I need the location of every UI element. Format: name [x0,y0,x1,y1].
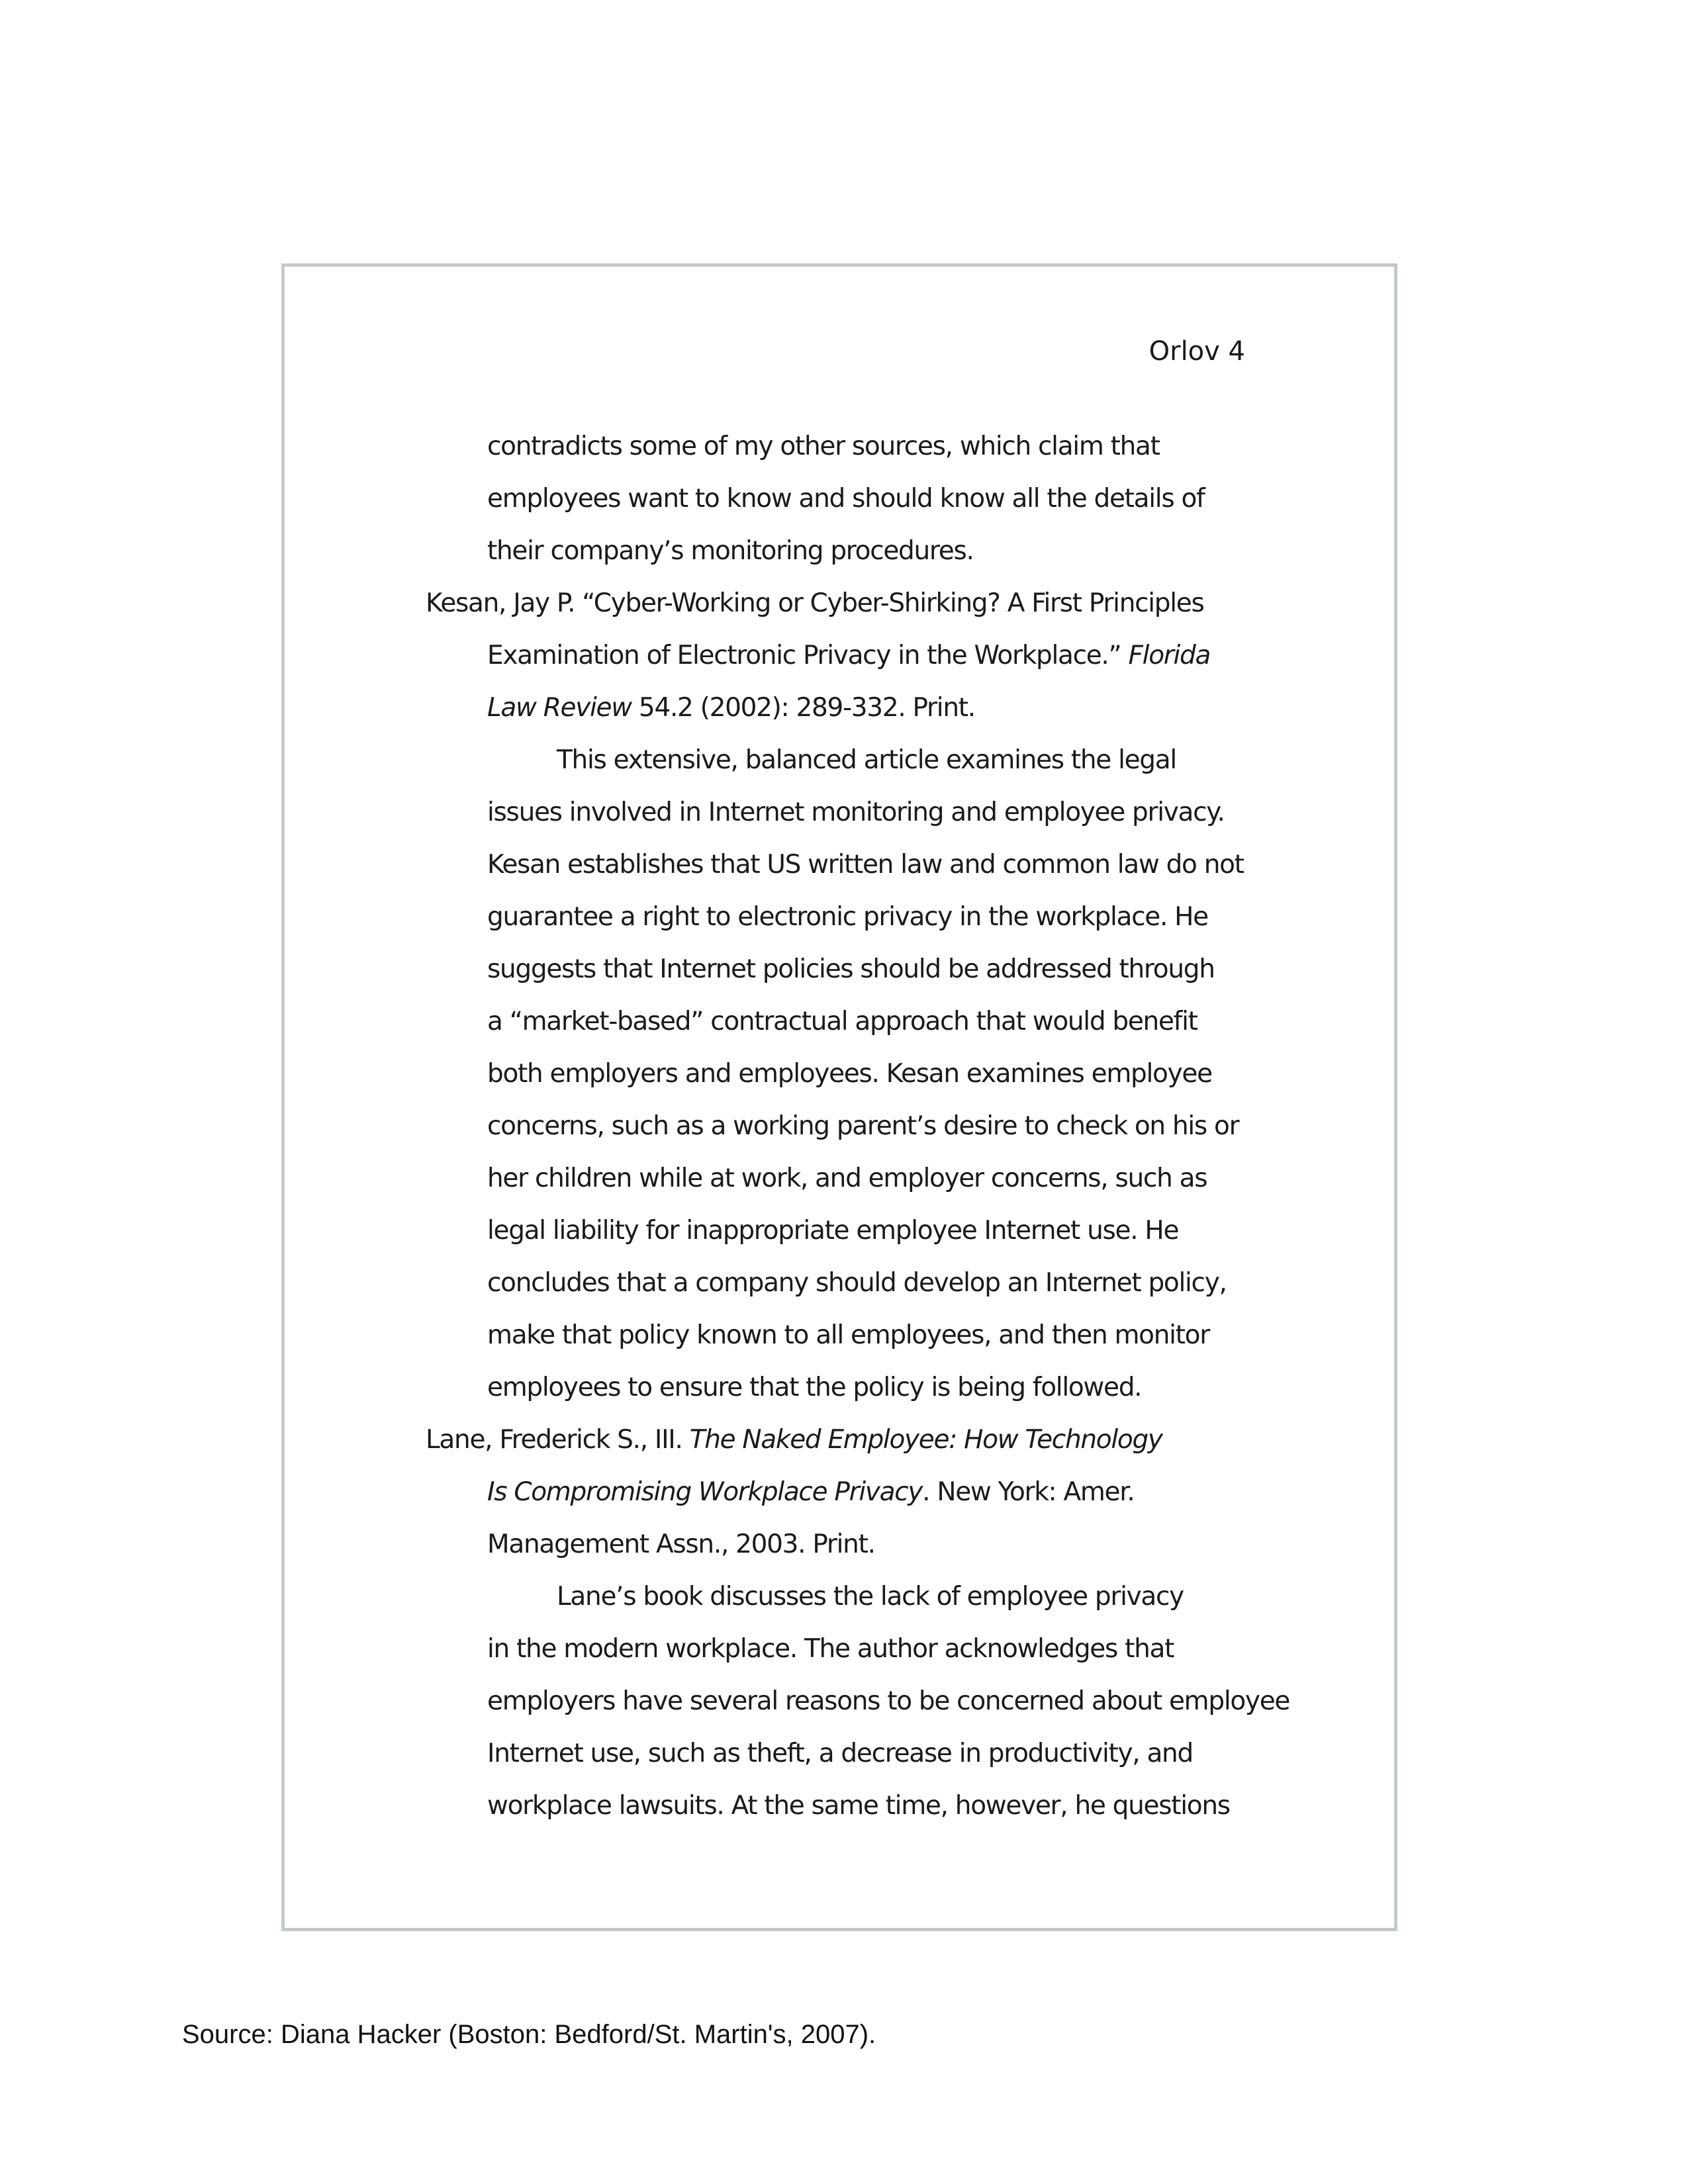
annotation-line: legal liability for inappropriate employee Internet use. He [487,1216,1179,1246]
annotation-line: guarantee a right to electronic privacy in the workplace. He [487,902,1208,932]
citation-kesan-line3 [426,682,1280,734]
annotation-line: make that policy known to all employees, and then monitor [487,1320,1209,1350]
annotation-line: her children while at work, and employer concerns, such as [487,1163,1207,1193]
annotation-line: Kesan establishes that US written law and common law do not [487,850,1244,880]
annotation-line: Internet use, such as theft, a decrease in productivity, and [487,1739,1193,1768]
annotation-line: their company’s monitoring procedures. [487,536,974,566]
annotation-line: issues involved in Internet monitoring and employee privacy. [487,797,1225,827]
annotation-line: This extensive, balanced article examines the legal [557,745,1176,775]
citation-kesan-line1: Kesan, Jay P. “Cyber-Working or Cyber-Shirking? A First Principles [426,588,1204,618]
citation-lane-line2 [426,1466,1280,1518]
annotation-line: both employers and employees. Kesan examines employee [487,1059,1212,1089]
annotation-line: in the modern workplace. The author acknowledges that [487,1634,1174,1664]
journal-title: Law Review [487,693,632,723]
annotation-line: Lane’s book discusses the lack of employee privacy [557,1582,1184,1612]
running-head: Orlov 4 [1149,336,1245,367]
annotation-line: concerns, such as a working parent’s desire to check on his or [487,1111,1239,1141]
annotation-line: concludes that a company should develop an Internet policy, [487,1268,1227,1298]
annotation-line: workplace lawsuits. At the same time, however, he questions [487,1791,1230,1821]
journal-title: Florida [1128,641,1211,670]
citation-lane-line3: Management Assn., 2003. Print. [487,1529,875,1559]
annotation-line: employers have several reasons to be concerned about employee [487,1686,1290,1716]
book-title: Is Compromising Workplace Privacy [487,1477,923,1507]
annotation-line: employees to ensure that the policy is being followed. [487,1373,1142,1402]
source-note: Source: Diana Hacker (Boston: Bedford/St. Martin's, 2007). [182,2020,876,2049]
annotation-line: employees want to know and should know all the details of [487,484,1205,514]
page-frame [281,263,1397,1931]
annotation-line: a “market-based” contractual approach that would benefit [487,1007,1197,1036]
citation-text: Lane, Frederick S., III. [426,1425,690,1455]
works-cited-body [426,420,1290,1832]
annotation-line: contradicts some of my other sources, which claim that [487,432,1160,461]
citation-lane-line1 [426,1414,1280,1466]
citation-text: Examination of Electronic Privacy in the Workplace.” [487,641,1129,670]
citation-text: 54.2 (2002): 289-332. Print. [631,693,975,723]
annotation-line: suggests that Internet policies should be addressed through [487,954,1215,984]
citation-text: . New York: Amer. [922,1477,1135,1507]
citation-kesan-line2 [426,629,1280,682]
book-title: The Naked Employee: How Technology [689,1425,1162,1455]
